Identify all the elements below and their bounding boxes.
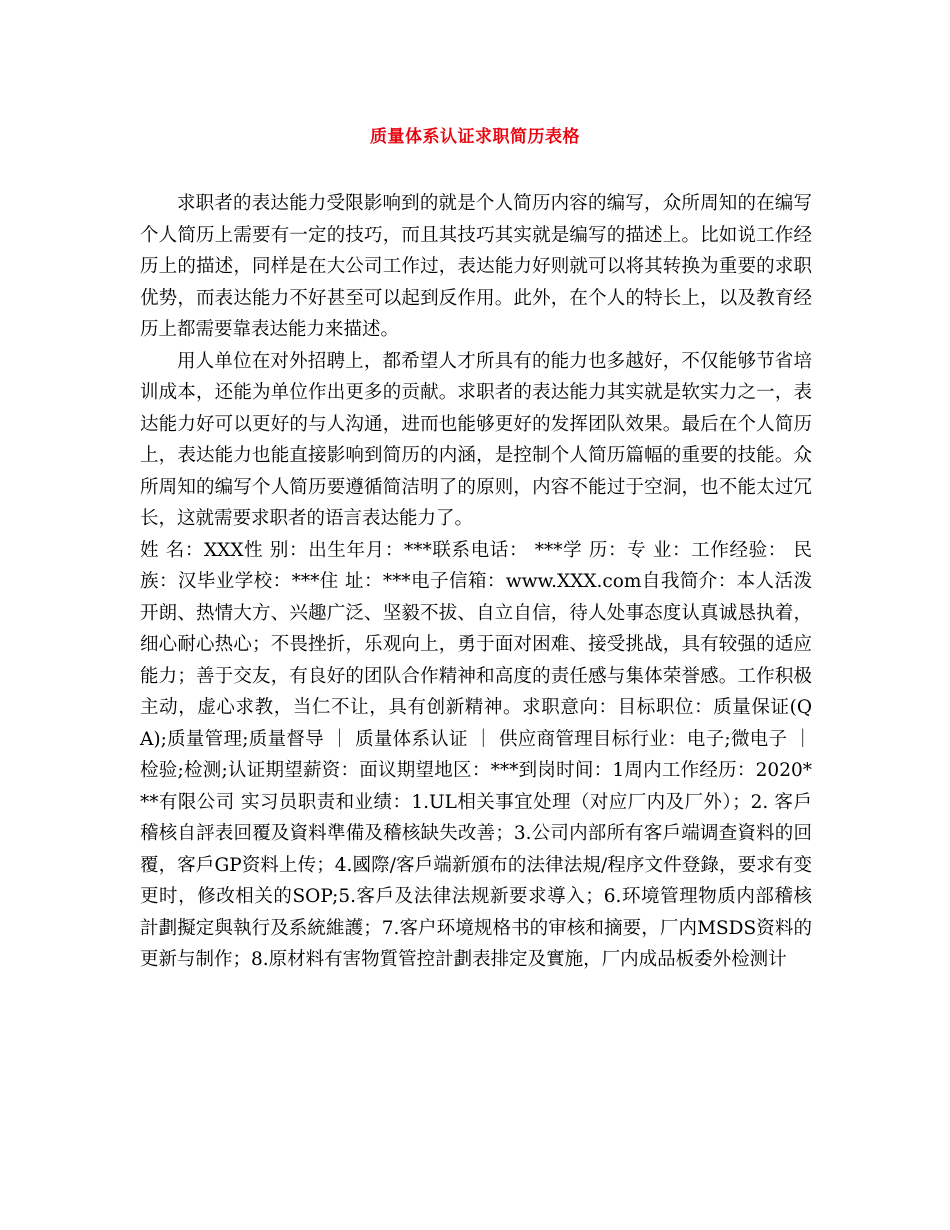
document-body [140,188,812,976]
document-title: 质量体系认证求职简历表格 [370,127,580,147]
body-paragraph-1: 求职者的表达能力受限影响到的就是个人简历内容的编写，众所周知的在编写个人简历上需要有一定的技巧，而且其技巧其实就是编写的描述上。比如说工作经历上的描述，同样是在大公司工作过，表达能力好则就可以将其转换为重要的求职优势，而表达能力不好甚至可以起到反作用。此外，在个人的特长上，以及教育经历上都需要靠表达能力来描述。 [140,193,812,340]
resume-details-paragraph: 姓 名：XXX性 别：出生年月：***联系电话： ***学 历：专 业：工作经验： 民族：汉毕业学校：***住 址：***电子信箱：www.XXX.com自我简介：本人活泼开朗、热情大方、兴趣广泛、坚毅不拔、自立自信，待人处事态度认真诚恳执着，细心耐心热心；不畏挫折，乐观向上，勇于面对困难、接受挑战，具有较强的适应能力；善于交友，有良好的团队合作精神和高度的责任感与集体荣誉感。工作积极主动，虚心求教，当仁不让，具有创新精神。求职意向：目标职位：质量保证(QA);质量管理;质量督导 ｜ 质量体系认证 ｜ 供应商管理目标行业：电子;微电子 ｜ 检验;检测;认证期望薪资：面议期望地区：***到岗时间：1周内工作经历：2020***有限公司 实习员职责和业绩：1.UL相关事宜处理（对应厂内及厂外）；2. 客戶稽核自評表回覆及資料準備及稽核缺失改善；3.公司内部所有客戶端调查資料的回覆，客戶GP资料上传；4.國際/客戶端新頒布的法律法規/程序文件登錄，要求有变更时，修改相关的SOP;5.客戶及法律法规新要求導入；6.环境管理物质内部稽核計劃擬定與執行及系統維護；7.客户环境规格书的审核和摘要，厂内MSDS资料的更新与制作；8.原材料有害物質管控計劃表排定及實施，厂内成品板委外检测计 [140,539,812,970]
body-paragraph-2: 用人单位在对外招聘上，都希望人才所具有的能力也多越好，不仅能够节省培训成本，还能为单位作出更多的贡献。求职者的表达能力其实就是软实力之一，表达能力好可以更好的与人沟通，进而也能够更好的发挥团队效果。最后在个人简历上，表达能力也能直接影响到简历的内涵，是控制个人简历篇幅的重要的技能。众所周知的编写个人简历要遵循简洁明了的原则，内容不能过于空洞，也不能太过冗长，这就需要求职者的语言表达能力了。 [140,350,812,529]
